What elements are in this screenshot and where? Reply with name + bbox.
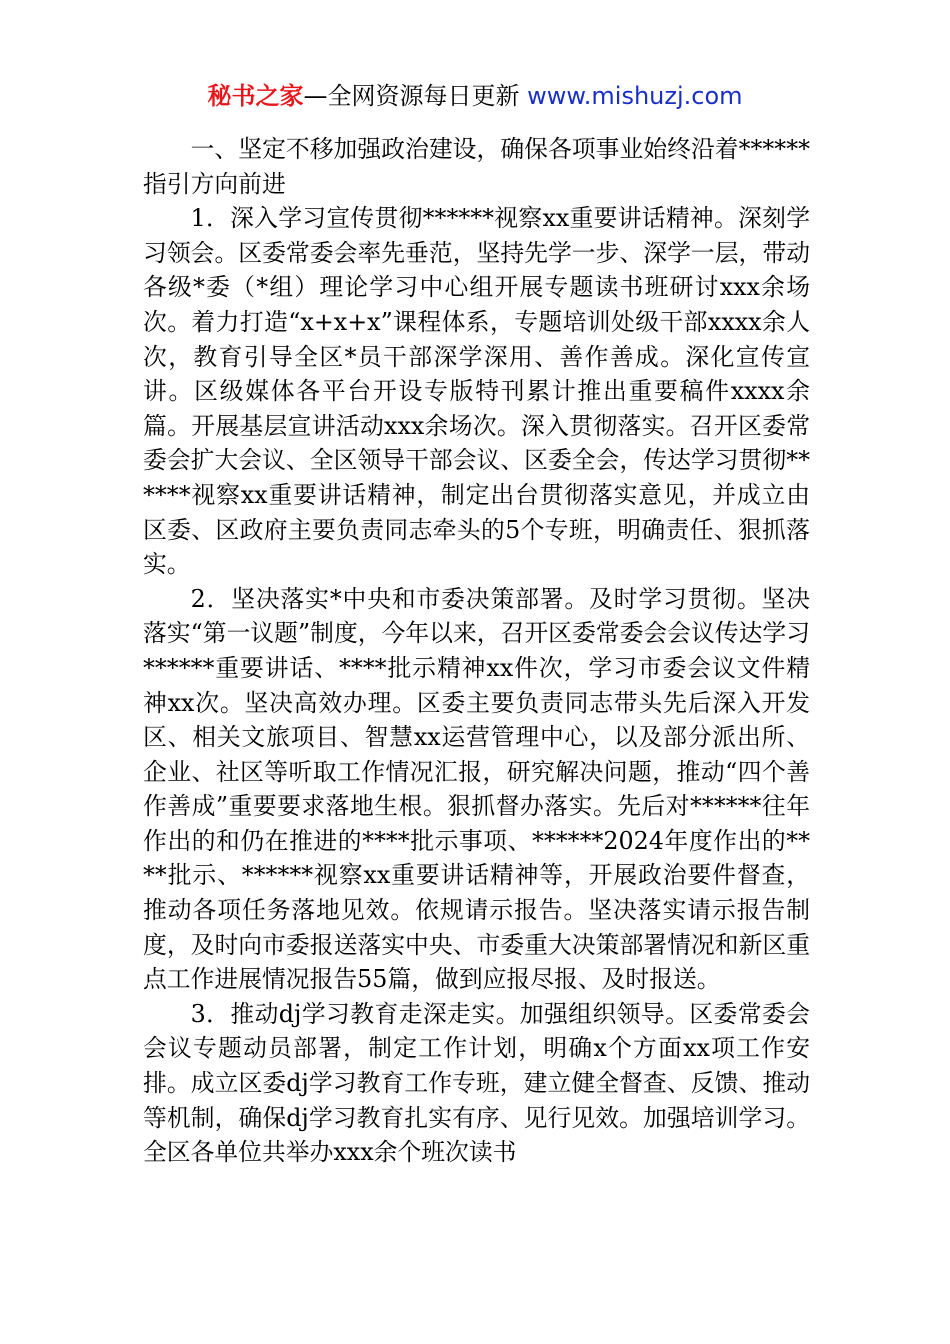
section-heading: 一、坚定不移加强政治建设，确保各项事业始终沿着******指引方向前进 bbox=[143, 135, 810, 198]
paragraph-3: 3．推动dj学习教育走深走实。加强组织领导。区委常委会会议专题动员部署，制定工作计划，明确x个方面xx项工作安排。成立区委dj学习教育工作专班，建立健全督查、反馈、推动等机制，确保dj学习教育扎实有序、见行见效。加强培训学习。全区各单位共举办xxx余个班次读书 bbox=[143, 999, 810, 1167]
site-brand: 秘书之家 bbox=[207, 82, 304, 110]
site-tagline: —全网资源每日更新 bbox=[303, 82, 528, 110]
paragraph-1: 1．深入学习宣传贯彻******视察xx重要讲话精神。深刻学习领会。区委常委会率先垂范，坚持先学一步、深学一层，带动各级*委（*组）理论学习中心组开展专题读书班研讨xxx余场次。着力打造“x+x+x”课程体系，专题培训处级干部xxxx余人次，教育引导全区*员干部深学深用、善作善成。深化宣传宣讲。区级媒体各平台开设专版特刊累计推出重要稿件xxxx余篇。开展基层宣讲活动xxx余场次。深入贯彻落实。召开区委常委会扩大会议、全区领导干部会议、区委全会，传达学习贯彻******视察xx重要讲话精神，制定出台贯彻落实意见，并成立由区委、区政府主要负责同志牵头的5个专班，明确责任、狠抓落实。 bbox=[143, 204, 810, 579]
document-body bbox=[143, 132, 810, 1170]
paragraph-2: 2．坚决落实*中央和市委决策部署。及时学习贯彻。坚决落实“第一议题”制度，今年以来，召开区委常委会会议传达学习******重要讲话、****批示精神xx件次，学习市委会议文件精神xx次。坚决高效办理。区委主要负责同志带头先后深入开发区、相关文旅项目、智慧xx运营管理中心，以及部分派出所、企业、社区等听取工作情况汇报，研究解决问题，推动“四个善作善成”重要要求落地生根。狠抓督办落实。先后对******往年作出的和仍在推进的****批示事项、******2024年度作出的****批示、******视察xx重要讲话精神等，开展政治要件督查，推动各项任务落地见效。依规请示报告。坚决落实请示报告制度，及时向市委报送落实中央、市委重大决策部署情况和新区重点工作进展情况报告55篇，做到应报尽报、及时报送。 bbox=[143, 584, 810, 994]
site-header bbox=[0, 80, 950, 112]
site-url[interactable]: www.mishuzj.com bbox=[527, 82, 743, 110]
